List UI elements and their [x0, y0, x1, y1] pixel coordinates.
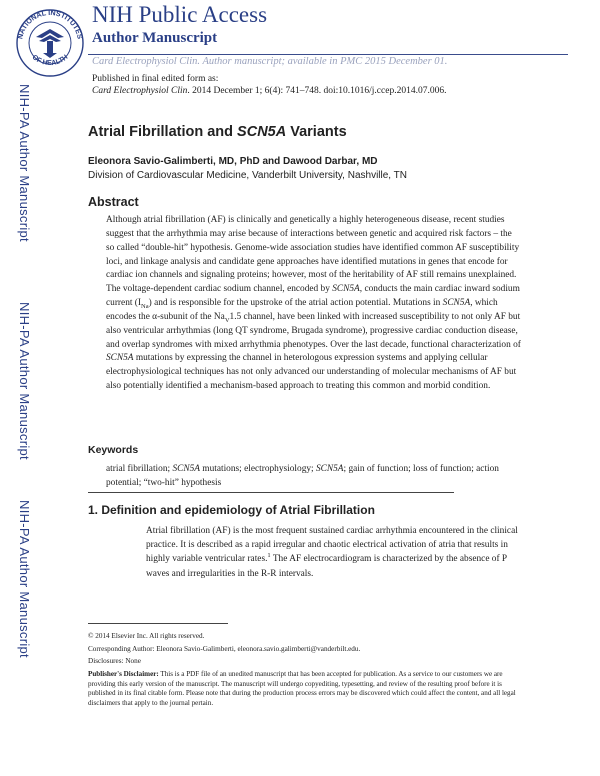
citation — [92, 86, 446, 96]
nih-public-access-title: NIH Public Access — [92, 2, 268, 27]
keywords-heading: Keywords — [88, 444, 139, 456]
footnote-rule — [88, 623, 228, 624]
reference-link[interactable]: 1 — [267, 552, 271, 560]
section-text: Atrial fibrillation (AF) is the most frequent sustained cardiac arrhythmia encountered in the clinical practice. It is described as a rapid irregular and chaotic electrical activation of atria that results in highly variable ventricular rates.$^1$ The AF electrocardiogram is characterized by the absence of P waves and irregularities in the R-R intervals. — [146, 526, 518, 579]
keywords-list: atrial fibrillation; SCN5A mutations; electrophysiology; SCN5A; gain of function; loss of function; action potential; “two-hit” hypothesis — [106, 464, 499, 488]
citation-journal: Card Electrophysiol Clin — [92, 86, 188, 96]
nih-logo — [12, 3, 88, 79]
logo-text-top: NATIONAL INSTITUTES — [15, 7, 85, 40]
affiliation: Division of Cardiovascular Medicine, Vanderbilt University, Nashville, TN — [88, 170, 408, 181]
published-label: Published in final edited form as: — [92, 74, 219, 84]
citation-details: . 2014 December 1; 6(4): 741–748. doi:10.1016/j.ccep.2014.07.006. — [187, 86, 447, 96]
disclosures: Disclosures: None — [88, 657, 141, 665]
eagle-icon — [36, 29, 64, 58]
sidebar-stamp: NIH-PA Author Manuscript — [17, 500, 32, 658]
article-title: Atrial Fibrillation and SCN5A Variants — [88, 124, 347, 140]
availability-banner: Card Electrophysiol Clin. Author manuscript; available in PMC 2015 December 01. — [92, 56, 448, 67]
author-manuscript-label: Author Manuscript — [92, 30, 218, 46]
header-rule — [88, 54, 568, 55]
sidebar-stamp: NIH-PA Author Manuscript — [17, 84, 32, 242]
copyright: © 2014 Elsevier Inc. All rights reserved. — [88, 632, 205, 640]
authors: Eleonora Savio-Galimberti, MD, PhD and Dawood Darbar, MD — [88, 156, 378, 167]
corresponding-author: Corresponding Author: Eleonora Savio-Galimberti, eleonora.savio.galimberti@vanderbilt.edu. — [88, 645, 361, 653]
section-heading: 1. Definition and epidemiology of Atrial Fibrillation — [88, 503, 375, 517]
abstract-heading: Abstract — [88, 195, 139, 209]
publisher-disclaimer: Publisher's Disclaimer: This is a PDF file of an unedited manuscript that has been accepted for publication. As a service to our customers we are providing this early version of the manuscript. The manuscript will undergo copyediting, typesetting, and review of the resulting proof before it is published in its final citable form. Please note that during the production process errors may be discovered which could affect the content, and all legal disclaimers that apply to the journal pertain. — [88, 670, 516, 707]
logo-text-bottom: OF HEALTH — [30, 53, 70, 68]
section-divider — [88, 492, 454, 493]
sidebar-stamp: NIH-PA Author Manuscript — [17, 302, 32, 460]
abstract-text: Although atrial fibrillation (AF) is clinically and genetically a highly heterogeneous disease, recent studies suggest that the arrhythmia may arise because of interactions between genetic and acquired risk factors – the so called “double-hit” hypothesis. Genome-wide association studies have identified common AF susceptibility loci, and linkage analysis and candidate gene approaches have identified mutations in genes that encode for cardiac ion channels and signaling proteins; however, most of the heritability of AF still remains unexplained. The voltage-dependent cardiac sodium channel, encoded by SCN5A, conducts the main cardiac inward sodium current $(I_{Na})$ and is responsible for the upstroke of the atrial action potential. Mutations in SCN5A, which encodes the α-subunit of the $Na_V1.5$ channel, have been linked with increased susceptibility to not only AF but also ventricular arrhythmias (long QT syndrome, Brugada syndrome), progressive cardiac conduction disease, and overlap syndromes with mixed arrhythmia phenotypes. Over the last decade, functional characterization of SCN5A mutations by expressing the channel in heterologous expression systems and applying cellular electrophysiological techniques has not only advanced our understanding of molecular mechanisms of AF but also potentially identified a mechanism-based approach to treating this common and morbid condition. — [106, 215, 521, 392]
